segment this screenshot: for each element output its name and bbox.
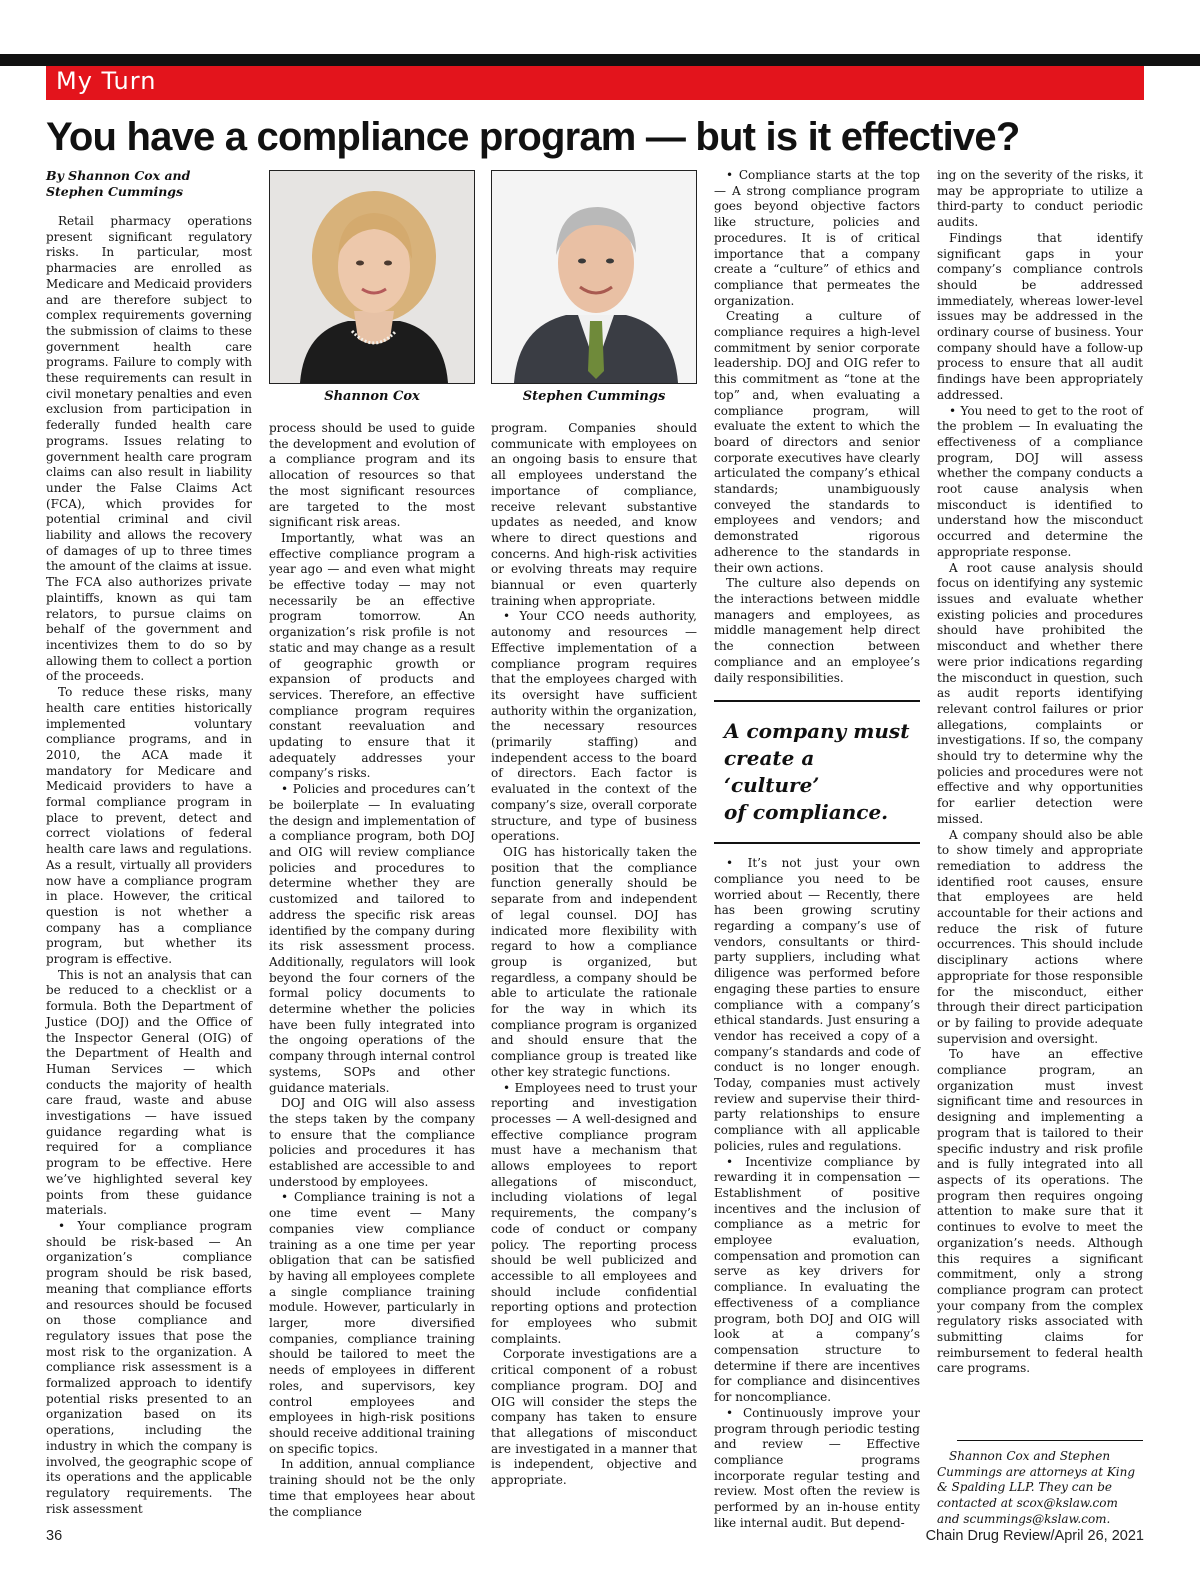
paragraph: • Your compliance program should be risk-based — An organization’s compliance program should be risk based, meaning that compliance efforts and resources should be focused on those compliance and regulatory issues that pose the most risk to the organization. A compliance risk assessment is a formalized approach to identify potential risks presented to an organization based on its operations, including the industry in which the company is involved, the geographic scope of its operations and the applicable regulatory requirements. The risk assessment [46,1219,252,1516]
column-5 [937,168,1143,1526]
section-banner [46,66,1144,100]
paragraph: • Continuously improve your program through periodic testing and review — Effective compliance programs incorporate regular testing and review. Most often the review is performed by an in-house entity like internal audit. But depend- [714,1405,920,1530]
headline: You have a compliance program — but is it effective? [46,115,1020,159]
paragraph: DOJ and OIG will also assess the steps taken by the company to ensure that the compliance policies and procedures it has established are accessible to and understood by employees. [269,1096,475,1189]
paragraph: • Your CCO needs authority, autonomy and resources — Effective implementation of a compliance program requires that the employees charged with its oversight have sufficient authority within the organization, the necessary resources (primarily staffing) and independent access to the board of directors. Each factor is evaluated in the context of the company’s size, overall corporate structure, and type of business operations. [491,609,697,844]
top-rule [0,54,1200,66]
paragraph: To have an effective compliance program, an organization must invest significant time and resources in designing and implementing a program that is tailored to their specific industry and risk profile and is fully integrated into all aspects of its operations. The program then requires ongoing attention to make sure that it continues to evolve to meet the organization’s needs. Although this requires a significant commitment, only a strong compliance program can protect your company from the complex regulatory risks associated with submitting claims for reimbursement to federal health care programs. [937,1047,1143,1376]
portrait-woman-image [270,171,474,383]
paragraph: ing on the severity of the risks, it may be appropriate to utilize a third-party to conduct periodic audits. [937,168,1143,230]
column-2 [269,421,476,1519]
author-bio: Shannon Cox and Stephen Cummings are attorneys at King & Spalding LLP. They can be contacted at scox@kslaw.com and scummings@kslaw.com. [937,1449,1136,1526]
paragraph: Corporate investigations are a critical component of a robust compliance program. DOJ and OIG will consider the steps the company has taken to ensure that allegations of misconduct are investigated in a manner that is independent, objective and appropriate. [491,1347,697,1488]
paragraph: OIG has historically taken the position that the compliance function generally should be separate from and independent of legal counsel. DOJ has indicated more flexibility with regard to how a compliance group is organized, but regardless, a company should be able to articulate the rationale for the way in which its compliance program is organized and should ensure that the compliance group is treated like other key strategic functions. [491,844,697,1079]
column-5-body [937,168,1143,1430]
paragraph: • It’s not just your own compliance you need to be worried about — Recently, there has been growing scrutiny regarding a company’s use of vendors, consultants or third-party suppliers, including what diligence was performed before engaging these parties to ensure compliance with a company’s ethical standards. Just ensuring a vendor has received a copy of a company’s standards and code of conduct is no longer enough. Today, companies must actively review and supervise their third-party relationships to ensure compliance with all applicable policies, rules and regulations. [714,856,920,1153]
paragraph: • Compliance starts at the top — A strong compliance program goes beyond objective factors like structure, policies and procedures. It is of critical importance that a company create a “culture” of ethics and compliance that permeates the organization. [714,168,920,308]
photo-caption: Shannon Cox [324,389,420,404]
byline-line-2: Stephen Cummings [46,184,184,199]
paragraph: • Compliance training is not a one time event — Many companies view compliance training as a one time per year obligation that can be satisfied by having all employees complete a single compliance training module. However, particularly in larger, more diversified companies, compliance training should be tailored to meet the needs of employees in different roles, and supervisors, key control employees and employees in high-risk positions should receive additional training on specific topics. [269,1190,475,1456]
paragraph: Creating a culture of compliance requires a high-level commitment by senior corporate leadership. DOJ and OIG refer to this commitment as “tone at the top” and, when evaluating a compliance program, will evaluate the extent to which the board of directors and senior corporate executives have clearly articulated the company’s ethical standards; unambiguously conveyed the standards to employees and vendors; and demonstrated rigorous adherence to the standards in their own actions. [714,309,920,575]
photo-stephen-cummings [491,170,697,384]
page-number: 36 [46,1528,63,1544]
paragraph: Retail pharmacy operations present significant regulatory risks. In particular, most pharmacies are enrolled as Medicare and Medicaid providers and are therefore subject to complex requirements governing the submission of claims to these government health care programs. Failure to comply with these requirements can result in civil monetary penalties and even exclusion from participation in federally funded health care programs. Issues relating to government health care program claims can also result in liability under the False Claims Act (FCA), which provides for potential criminal and civil liability and allows the recovery of damages of up to three times the amount of the claims at issue. The FCA also authorizes private plaintiffs, known as qui tam relators, to pursue claims on behalf of the government and incentivizes them to do so by allowing them to collect a portion of the proceeds. [46,214,252,684]
column-1 [46,214,252,1514]
paragraph: • Employees need to trust your reporting and investigation processes — A well-designed and effective compliance program must have a mechanism that allows employees to report allegations of misconduct, including violations of legal requirements, the company’s code of conduct or company policy. The reporting process should be well publicized and accessible to all employees and should include confidential reporting options and protection for employees who submit complaints. [491,1080,697,1346]
byline [46,168,256,200]
pull-quote-line-1: A company must [724,719,910,744]
paragraph: • Incentivize compliance by rewarding it in compensation — Establishment of positive incentives and the inclusion of compliance as a metric for employee evaluation, compensation and promotion can serve as key drivers for compliance. In evaluating the effectiveness of a compliance program, both DOJ and OIG will look at a company’s compensation structure to determine if there are incentives for compliance and disincentives for noncompliance. [714,1154,920,1405]
paragraph: Importantly, what was an effective compliance program a year ago — and even what might be effective today — may not necessarily be an effective program tomorrow. An organization’s risk profile is not static and may change as a result of geographic growth or expansion of products and services. Therefore, an effective compliance program requires constant reevaluation and updating to ensure that it adequately addresses your company’s risks. [269,530,475,781]
paragraph: To reduce these risks, many health care entities historically implemented voluntary compliance programs, and in 2010, the ACA made it mandatory for Medicare and Medicaid providers to have a formal compliance program in place to prevent, detect and correct violations of federal health care laws and regulations. As a result, virtually all providers now have a compliance program in place. However, the critical question is not whether a company has a compliance program, but whether its program is effective. [46,685,252,967]
photo-shannon-cox [269,170,475,384]
paragraph: A company should also be able to show timely and appropriate remediation to address the identified root causes, ensure that employees are held accountable for their actions and reduce the risk of future occurrences. This should include disciplinary actions where appropriate for those responsible for the misconduct, either through their direct participation or by failing to provide adequate supervision and oversight. [937,827,1143,1046]
pull-quote-line-2: create a ‘culture’ [724,746,820,798]
paragraph: This is not an analysis that can be reduced to a checklist or a formula. Both the Department of Justice (DOJ) and the Office of the Inspector General (OIG) of the Department of Health and Human Services — which conducts the majority of health care fraud, waste and abuse investigations — have issued guidance regarding what is required for a compliance program to be effective. Here we’ve highlighted several key points from these guidance materials. [46,967,252,1218]
paragraph: Findings that identify significant gaps in your company’s compliance controls should be addressed immediately, whereas lower-level issues may be addressed in the ordinary course of business. Your company should have a follow-up process to ensure that all audit findings have been appropriately addressed. [937,230,1143,402]
paragraph: The culture also depends on the interactions between middle managers and employees, as middle management help direct the connection between compliance and an employee’s daily responsibilities. [714,576,920,685]
section-label: My Turn [56,67,157,95]
column-4 [714,168,920,1530]
paragraph: program. Companies should communicate with employees on an ongoing basis to ensure that all employees understand the importance of compliance, receive relevant substantive updates as needed, and know where to direct questions and concerns. And high-risk activities or evolving threats may require biannual or even quarterly training when appropriate. [491,421,697,608]
pull-quote [714,700,920,844]
bio-divider [957,1440,1143,1441]
portrait-man-image [492,171,696,383]
pull-quote-line-3: of compliance. [724,800,889,825]
issue-info: Chain Drug Review/April 26, 2021 [925,1528,1144,1544]
paragraph: • Policies and procedures can’t be boilerplate — In evaluating the design and implementation of a compliance program, both DOJ and OIG will review compliance policies and procedures to determine whether they are customized and tailored to address the specific risk areas identified by the company during its risk assessment process. Additionally, regulators will look beyond the four corners of the formal policy documents to determine whether the policies have been fully integrated into the ongoing operations of the company through internal control systems, SOPs and other guidance materials. [269,782,476,1095]
paragraph: A root cause analysis should focus on identifying any systemic issues and evaluate whether existing policies and procedures should have prohibited the misconduct and whether there were prior indications regarding the misconduct in question, such as audit reports identifying relevant control failures or prior allegations, complaints or investigations. If so, the company should try to determine why the policies and procedures were not effective and why opportunities for earlier detection were missed. [937,560,1143,826]
byline-line-1: By Shannon Cox and [46,168,191,183]
column-3 [491,421,697,1513]
paragraph: process should be used to guide the development and evolution of a compliance program and its allocation of resources so that the most significant resources are targeted to the most significant risk areas. [269,421,475,530]
photo-caption: Stephen Cummings [522,389,666,404]
paragraph: In addition, annual compliance training should not be the only time that employees hear about the compliance [269,1457,475,1519]
paragraph: • You need to get to the root of the problem — In evaluating the effectiveness of a compliance program, DOJ will assess whether the company conducts a root cause analysis when misconduct is identified to understand how the misconduct occurred and determine the appropriate response. [937,403,1143,559]
